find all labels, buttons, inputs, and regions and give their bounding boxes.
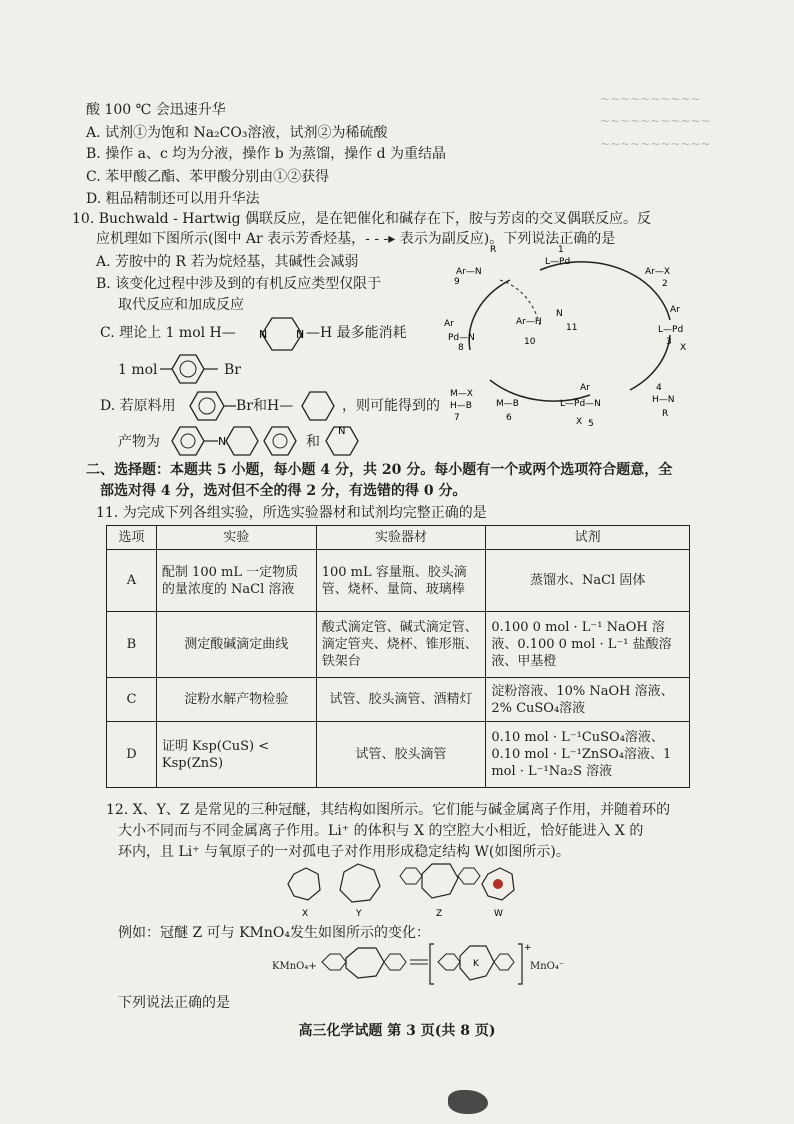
- node-5-label: L—Pd—N: [560, 399, 601, 409]
- cycle-arc-left: [469, 280, 510, 350]
- q10-option-d-mid: Br和H—: [236, 398, 294, 414]
- permanganate-ion: MnO₄⁻: [530, 961, 565, 972]
- row-a-experiment: 配制 100 mL 一定物质的量浓度的 NaCl 溶液: [156, 550, 316, 612]
- node-5-number: 5: [588, 419, 594, 429]
- table-row: [107, 612, 690, 678]
- charge-plus: +: [524, 943, 532, 953]
- kmno4-reactant: KMnO₄+: [272, 961, 317, 972]
- label-x: X: [302, 909, 309, 919]
- q12-line3: 环内，且 Li⁺ 与氧原子的一对孤电子对作用形成稳定结构 W(如图所示)。: [118, 844, 570, 860]
- q11-stem: 11. 为完成下列各组实验，所选实验器材和试剂均完整正确的是: [96, 505, 487, 521]
- node-11-label: N: [556, 309, 563, 319]
- catalytic-cycle-diagram: [440, 240, 690, 430]
- q10-option-b-line2: 取代反应和加成反应: [118, 297, 244, 313]
- bromobenzene-structure: [160, 350, 220, 388]
- node-3-label: L—Pd: [658, 325, 684, 335]
- node-6-label: M—B: [496, 399, 519, 409]
- kmno4-reaction-figure: [318, 940, 532, 990]
- q10-option-b-line1: B. 该变化过程中涉及到的有机反应类型仅限于: [96, 276, 382, 292]
- node-4-label: H—N: [652, 395, 675, 405]
- q12-question: 下列说法正确的是: [118, 995, 230, 1011]
- q11-experiment-table: [106, 525, 690, 788]
- q12-example: 例如：冠醚 Z 可与 KMnO₄发生如图所示的变化：: [118, 925, 430, 941]
- node-8-label: Pd—N: [448, 333, 475, 343]
- header-experiment: 实验: [156, 526, 316, 550]
- section-2-line1: 二、选择题：本题共 5 小题，每小题 4 分，共 20 分。每小题有一个或两个选项符合题意，全: [86, 462, 673, 478]
- svg-text:N: N: [218, 435, 227, 448]
- page-footer: 高三化学试题 第 3 页(共 8 页): [298, 1023, 496, 1039]
- node-3-ar: Ar: [670, 305, 680, 315]
- bleed-through-text: ~~~~~~~~~~~: [600, 137, 711, 151]
- row-a-reagent: 蒸馏水、NaCl 固体: [486, 550, 690, 612]
- bleed-through-text: ~~~~~~~~~~~: [600, 114, 711, 128]
- potassium-ion-label: K: [473, 959, 479, 969]
- node-4-r: R: [662, 409, 669, 419]
- row-d-equipment: 试管、胶头滴管: [316, 722, 486, 788]
- q10-option-a: A. 芳胺中的 R 若为烷烃基，其碱性会减弱: [96, 254, 359, 270]
- product-2-structure: [320, 420, 364, 462]
- node-8-number: 8: [458, 343, 464, 353]
- ink-blot: [448, 1090, 488, 1114]
- row-d-experiment: 证明 Ksp(CuS) < Ksp(ZnS): [156, 722, 316, 788]
- crown-ethers-figure: [282, 860, 522, 920]
- q10-option-c-pre: C. 理论上 1 mol H—: [100, 325, 236, 341]
- node-7-number: 7: [454, 413, 460, 423]
- node-9-number: 9: [454, 277, 460, 287]
- section-2-line2: 部选对得 4 分，选对但不全的得 2 分，有选错的得 0 分。: [100, 483, 467, 499]
- q9-option-a: A. 试剂①为饱和 Na₂CO₃溶液，试剂②为稀硫酸: [86, 125, 388, 141]
- row-d-reagent: 0.10 mol · L⁻¹CuSO₄溶液、0.10 mol · L⁻¹ZnSO₄溶液、1 mol · L⁻¹Na₂S 溶液: [486, 722, 690, 788]
- node-5-ar: Ar: [580, 383, 590, 393]
- q10-option-d-pre: D. 若原料用: [100, 398, 176, 414]
- q9-option-b: B. 操作 a、c 均为分液，操作 b 为蒸馏，操作 d 为重结晶: [86, 146, 446, 162]
- table-header-row: [107, 526, 690, 550]
- table-row: [107, 678, 690, 722]
- q12-line1: 12. X、Y、Z 是常见的三种冠醚，其结构如图所示。它们能与碱金属离子作用，并随着环的: [106, 802, 671, 818]
- node-10-label: Ar—H: [516, 317, 542, 327]
- row-c-reagent: 淀粉溶液、10% NaOH 溶液、2% CuSO₄溶液: [486, 678, 690, 722]
- node-1-number: 1: [558, 245, 564, 255]
- q10-option-d-and: 和: [306, 434, 320, 450]
- row-a-option: A: [107, 550, 157, 612]
- q10-stem-line2: 应机理如下图所示(图中 Ar 表示芳香烃基，- - -▸ 表示为副反应)。下列说法正确的是: [96, 231, 616, 247]
- r-group-label: R: [490, 245, 497, 255]
- row-c-equipment: 试管、胶头滴管、酒精灯: [316, 678, 486, 722]
- crown-ether-x: [288, 868, 320, 919]
- row-a-equipment: 100 mL 容量瓶、胶头滴管、烧杯、量筒、玻璃棒: [316, 550, 486, 612]
- table-row: [107, 550, 690, 612]
- label-z: Z: [436, 909, 443, 919]
- node-2-label: Ar—X: [645, 267, 671, 277]
- q10-option-c-br: Br: [224, 362, 241, 378]
- node-10-number: 10: [524, 337, 536, 347]
- row-b-option: B: [107, 612, 157, 678]
- q10-option-d-line2: 产物为: [118, 434, 160, 450]
- q10-option-c-line2: 1 mol: [118, 362, 158, 378]
- q10-stem-line1: 10. Buchwald - Hartwig 偶联反应，是在钯催化和碱存在下，胺与芳卤的交叉偶联反应。反: [72, 211, 652, 227]
- row-c-experiment: 淀粉水解产物检验: [156, 678, 316, 722]
- node-7-label-2: H—B: [450, 401, 472, 411]
- node-1-label: L—Pd: [545, 257, 571, 267]
- crown-ether-y: [340, 864, 380, 919]
- label-y: Y: [356, 909, 362, 919]
- row-b-experiment: 测定酸碱滴定曲线: [156, 612, 316, 678]
- q12-line2: 大小不同而与不同金属离子作用。Li⁺ 的体积与 X 的空腔大小相近，恰好能进入 X 的: [118, 823, 644, 839]
- row-b-reagent: 0.100 0 mol · L⁻¹ NaOH 溶液、0.100 0 mol · L⁻¹ 盐酸溶液、甲基橙: [486, 612, 690, 678]
- node-3-x: X: [680, 343, 687, 353]
- svg-text:N: N: [296, 328, 305, 341]
- cycle-arc-right: [630, 335, 670, 390]
- header-option: 选项: [107, 526, 157, 550]
- crown-ether-z: [400, 864, 480, 919]
- bleed-through-text: ~~~~~~~~~~: [600, 92, 701, 106]
- cycle-arc-bottom: [490, 380, 590, 401]
- node-3-number: 3: [666, 337, 672, 347]
- node-8-ar: Ar: [444, 319, 454, 329]
- node-5-x: X: [576, 417, 583, 427]
- piperazine-structure: [258, 312, 306, 356]
- label-w: W: [494, 909, 503, 919]
- q10-option-c-post: —H 最多能消耗: [306, 325, 407, 341]
- node-4-number: 4: [656, 383, 662, 393]
- product-1-structure: [168, 420, 308, 462]
- table-row: [107, 722, 690, 788]
- node-11-number: 11: [566, 323, 578, 333]
- node-6-number: 6: [506, 413, 512, 423]
- node-7-label: M—X: [450, 389, 473, 399]
- node-2-number: 2: [662, 279, 668, 289]
- svg-text:N: N: [338, 426, 346, 437]
- node-9-label: Ar—N: [456, 267, 482, 277]
- svg-text:N: N: [259, 328, 268, 341]
- q9-option-c: C. 苯甲酸乙酯、苯甲酸分别由①②获得: [86, 169, 330, 185]
- row-b-equipment: 酸式滴定管、碱式滴定管、滴定管夹、烧杯、锥形瓶、铁架台: [316, 612, 486, 678]
- q9-line0: 酸 100 ℃ 会迅速升华: [86, 102, 226, 118]
- row-c-option: C: [107, 678, 157, 722]
- q10-option-d-post: ，则可能得到的: [342, 398, 440, 414]
- q9-option-d: D. 粗品精制还可以用升华法: [86, 191, 260, 207]
- crown-ether-w: [482, 868, 514, 919]
- row-d-option: D: [107, 722, 157, 788]
- header-equipment: 实验器材: [316, 526, 486, 550]
- header-reagent: 试剂: [486, 526, 690, 550]
